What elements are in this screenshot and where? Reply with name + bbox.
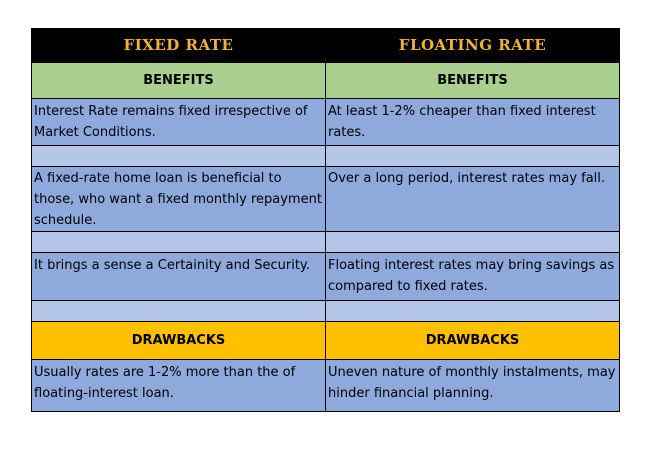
floating-benefits-label: BENEFITS [326,63,620,99]
header-row [32,29,620,63]
floating-drawbacks-label: DRAWBACKS [326,322,620,360]
fixed-drawback-cell: Usually rates are 1-2% more than the of floating-interest loan. [32,360,326,412]
spacer-cell [32,301,326,322]
comparison-table [31,28,620,412]
table-row [32,167,620,232]
spacer-row [32,301,620,322]
spacer-row [32,232,620,253]
spacer-cell [326,232,620,253]
spacer-cell [32,232,326,253]
table-row [32,253,620,301]
spacer-cell [326,146,620,167]
floating-benefit-cell: Over a long period, interest rates may fall. [326,167,620,232]
spacer-cell [326,301,620,322]
fixed-benefit-cell: It brings a sense a Certainity and Security. [32,253,326,301]
fixed-rate-header: FIXED RATE [32,29,326,63]
spacer-row [32,146,620,167]
fixed-benefit-cell: A fixed-rate home loan is beneficial to those, who want a fixed monthly repayment schedule. [32,167,326,232]
drawbacks-section-row [32,322,620,360]
floating-benefit-cell: Floating interest rates may bring savings as compared to fixed rates. [326,253,620,301]
table-row [32,99,620,146]
fixed-benefits-label: BENEFITS [32,63,326,99]
fixed-drawbacks-label: DRAWBACKS [32,322,326,360]
spacer-cell [32,146,326,167]
benefits-section-row [32,63,620,99]
floating-drawback-cell: Uneven nature of monthly instalments, may hinder financial planning. [326,360,620,412]
floating-benefit-cell: At least 1-2% cheaper than fixed interest rates. [326,99,620,146]
fixed-benefit-cell: Interest Rate remains fixed irrespective of Market Conditions. [32,99,326,146]
table-row [32,360,620,412]
floating-rate-header: FLOATING RATE [326,29,620,63]
